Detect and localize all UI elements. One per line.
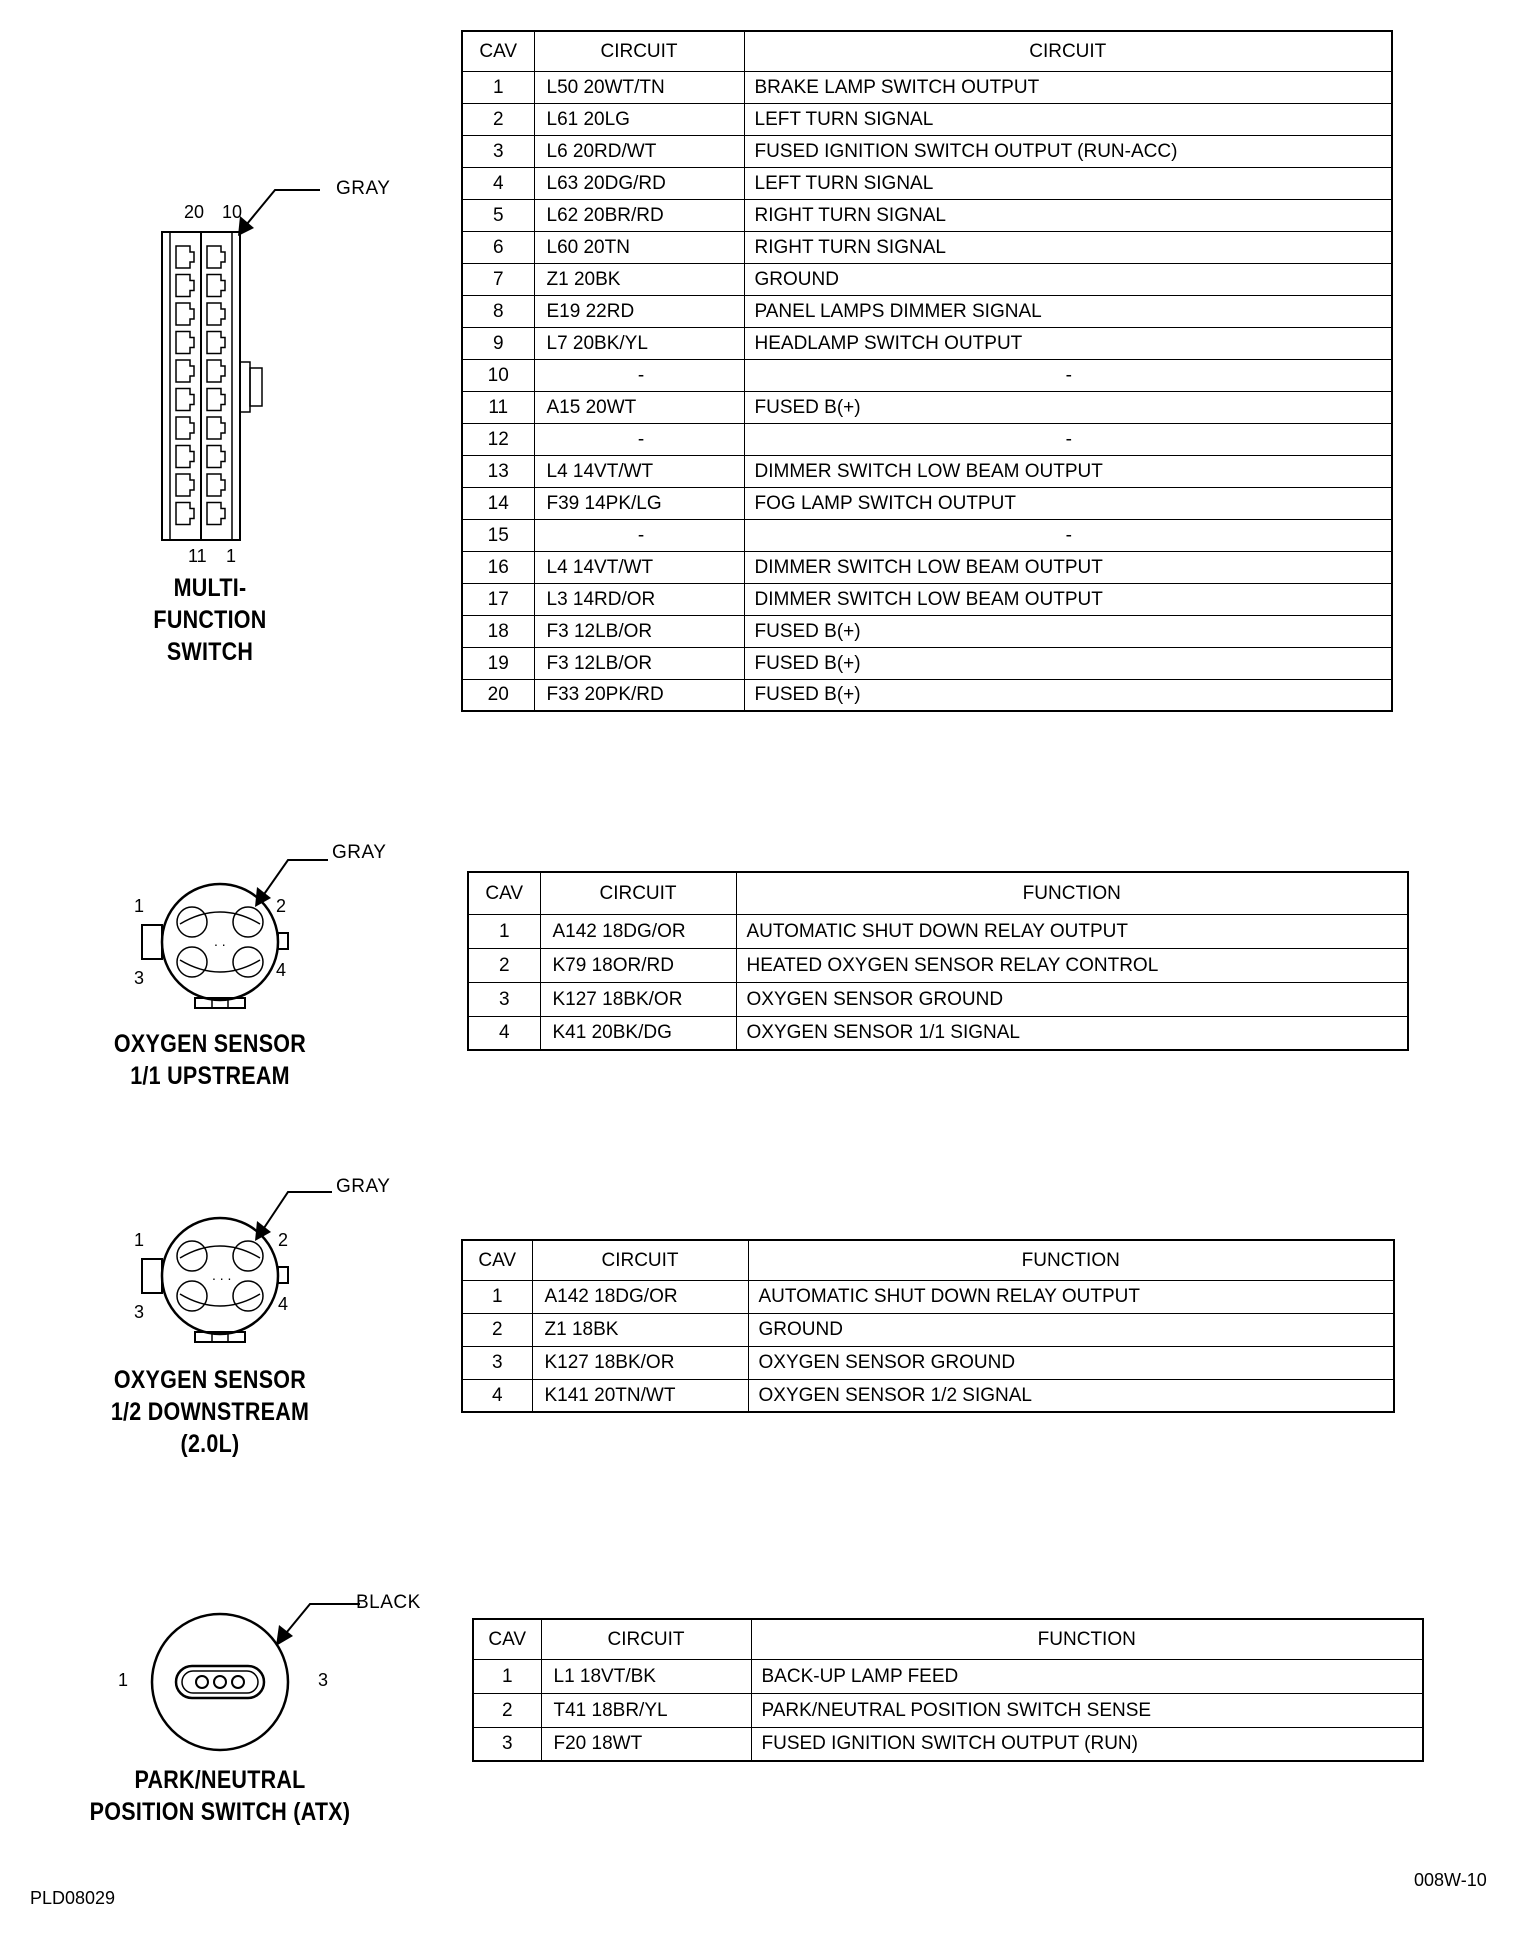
- caption-line: 1/1 UPSTREAM: [130, 1062, 290, 1090]
- function-cell: AUTOMATIC SHUT DOWN RELAY OUTPUT: [736, 914, 1408, 948]
- multi-function-connector-drawing: [150, 170, 400, 550]
- pin-cavity: [176, 303, 194, 325]
- header-function: FUNCTION: [748, 1240, 1394, 1280]
- function-cell: BRAKE LAMP SWITCH OUTPUT: [744, 71, 1392, 103]
- connector-caption: [124, 572, 296, 668]
- function-cell: -: [744, 519, 1392, 551]
- circuit-cell: E19 22RD: [534, 295, 744, 327]
- table-row: [462, 1379, 1394, 1412]
- cav-cell: 2: [462, 103, 534, 135]
- pin-label-1: 1: [134, 896, 145, 916]
- table-row: [462, 519, 1392, 551]
- pin-cavity: [176, 474, 194, 496]
- cav-cell: 4: [468, 1016, 540, 1050]
- circuit-cell: F33 20PK/RD: [534, 679, 744, 711]
- pin-label-4: 4: [278, 1294, 289, 1314]
- function-cell: DIMMER SWITCH LOW BEAM OUTPUT: [744, 551, 1392, 583]
- table-row: [462, 359, 1392, 391]
- pin-cavity: [176, 389, 194, 411]
- table-row: [462, 615, 1392, 647]
- circuit-cell: A142 18DG/OR: [532, 1280, 748, 1313]
- header-circuit: CIRCUIT: [532, 1240, 748, 1280]
- caption-line: 1/2 DOWNSTREAM: [110, 1398, 310, 1426]
- circuit-cell: L50 20WT/TN: [534, 71, 744, 103]
- pinout-table: [461, 30, 1393, 712]
- pin-cavity: [176, 417, 194, 439]
- circuit-cell: F3 12LB/OR: [534, 647, 744, 679]
- pin-cavity: [176, 246, 194, 268]
- function-cell: -: [744, 423, 1392, 455]
- cav-cell: 4: [462, 167, 534, 199]
- function-cell: GROUND: [744, 263, 1392, 295]
- cav-cell: 9: [462, 327, 534, 359]
- function-cell: DIMMER SWITCH LOW BEAM OUTPUT: [744, 455, 1392, 487]
- table-row: [462, 263, 1392, 295]
- header-function: FUNCTION: [751, 1619, 1423, 1659]
- function-cell: FUSED B(+): [744, 615, 1392, 647]
- table-row: [462, 199, 1392, 231]
- function-cell: LEFT TURN SIGNAL: [744, 167, 1392, 199]
- pin-label-11: 11: [188, 546, 207, 566]
- function-cell: HEADLAMP SWITCH OUTPUT: [744, 327, 1392, 359]
- cav-cell: 3: [473, 1727, 541, 1761]
- function-cell: FOG LAMP SWITCH OUTPUT: [744, 487, 1392, 519]
- pin-label-2: 2: [278, 1230, 289, 1250]
- function-cell: RIGHT TURN SIGNAL: [744, 199, 1392, 231]
- connector-color-label: GRAY: [332, 842, 387, 863]
- table-row: [462, 231, 1392, 263]
- table-row: [462, 487, 1392, 519]
- circuit-cell: L7 20BK/YL: [534, 327, 744, 359]
- circuit-cell: L1 18VT/BK: [541, 1659, 751, 1693]
- cav-cell: 1: [473, 1659, 541, 1693]
- table-row: [473, 1693, 1423, 1727]
- pin-cavity: [207, 503, 225, 525]
- function-cell: PANEL LAMPS DIMMER SIGNAL: [744, 295, 1392, 327]
- connector-caption: [98, 1364, 322, 1460]
- circuit-cell: F20 18WT: [541, 1727, 751, 1761]
- caption-line: SWITCH: [166, 638, 254, 666]
- table-row: [462, 391, 1392, 423]
- function-cell: LEFT TURN SIGNAL: [744, 103, 1392, 135]
- circuit-cell: A142 18DG/OR: [540, 914, 736, 948]
- pinout-table: [467, 871, 1409, 1051]
- table-row: [462, 327, 1392, 359]
- function-cell: FUSED B(+): [744, 391, 1392, 423]
- cav-cell: 2: [462, 1313, 532, 1346]
- svg-text:. . .: . . .: [212, 1267, 232, 1283]
- header-cav: CAV: [462, 1240, 532, 1280]
- pin-cavity: [207, 474, 225, 496]
- circuit-cell: F3 12LB/OR: [534, 615, 744, 647]
- table-row: [462, 1346, 1394, 1379]
- cav-cell: 5: [462, 199, 534, 231]
- oxygen-sensor-upstream-diagram: [120, 840, 320, 1010]
- function-cell: BACK-UP LAMP FEED: [751, 1659, 1423, 1693]
- cav-cell: 8: [462, 295, 534, 327]
- circuit-cell: K127 18BK/OR: [540, 982, 736, 1016]
- pin-cavity: [207, 332, 225, 354]
- pinout-table: [461, 1239, 1395, 1413]
- cav-cell: 4: [462, 1379, 532, 1412]
- pin-cavity: [207, 417, 225, 439]
- park-neutral-switch-diagram: [110, 1590, 350, 1750]
- oxygen-sensor-connector-drawing: [120, 840, 320, 1010]
- pin-cavity: [176, 332, 194, 354]
- circuit-cell: L3 14RD/OR: [534, 583, 744, 615]
- circuit-cell: L6 20RD/WT: [534, 135, 744, 167]
- table-row: [462, 167, 1392, 199]
- oxygen-sensor-downstream-diagram: [120, 1172, 320, 1342]
- table-row: [462, 295, 1392, 327]
- cav-cell: 11: [462, 391, 534, 423]
- circuit-cell: L4 14VT/WT: [534, 551, 744, 583]
- table-row: [462, 647, 1392, 679]
- caption-line: PARK/NEUTRAL: [134, 1766, 306, 1794]
- table-row: [462, 1313, 1394, 1346]
- caption-line: FUNCTION: [153, 606, 267, 634]
- cav-cell: 19: [462, 647, 534, 679]
- multi-function-switch-diagram: [150, 170, 400, 566]
- cav-cell: 2: [473, 1693, 541, 1727]
- caption-line: OXYGEN SENSOR: [113, 1366, 307, 1394]
- caption-line: MULTI-: [173, 574, 247, 602]
- header-circuit: CIRCUIT: [541, 1619, 751, 1659]
- caption-line: POSITION SWITCH (ATX): [89, 1798, 351, 1826]
- function-cell: FUSED IGNITION SWITCH OUTPUT (RUN-ACC): [744, 135, 1392, 167]
- pin-label-2: 2: [276, 896, 287, 916]
- cav-cell: 17: [462, 583, 534, 615]
- header-cav: CAV: [462, 31, 534, 71]
- pin-label-1: 1: [118, 1670, 129, 1690]
- cav-cell: 16: [462, 551, 534, 583]
- table-row: [462, 103, 1392, 135]
- circuit-cell: K127 18BK/OR: [532, 1346, 748, 1379]
- svg-text:. .: . .: [214, 933, 226, 949]
- circuit-cell: L61 20LG: [534, 103, 744, 135]
- table-row: [462, 1280, 1394, 1313]
- cav-cell: 14: [462, 487, 534, 519]
- header-circuit: CIRCUIT: [540, 872, 736, 914]
- footer-figure-id: PLD08029: [30, 1888, 116, 1908]
- cav-cell: 10: [462, 359, 534, 391]
- pin-cavity: [176, 275, 194, 297]
- circuit-cell: K41 20BK/DG: [540, 1016, 736, 1050]
- header-function: FUNCTION: [736, 872, 1408, 914]
- circuit-cell: L4 14VT/WT: [534, 455, 744, 487]
- table-row: [468, 1016, 1408, 1050]
- pinout-table: [472, 1618, 1424, 1762]
- pin-label-3: 3: [134, 968, 145, 988]
- function-cell: FUSED B(+): [744, 647, 1392, 679]
- cav-cell: 1: [468, 914, 540, 948]
- pin-label-1: 1: [226, 546, 237, 566]
- cav-cell: 18: [462, 615, 534, 647]
- circuit-cell: -: [534, 423, 744, 455]
- cav-cell: 3: [468, 982, 540, 1016]
- header-cav: CAV: [468, 872, 540, 914]
- table-row: [468, 982, 1408, 1016]
- cav-cell: 3: [462, 1346, 532, 1379]
- pin-cavity: [207, 360, 225, 382]
- cav-cell: 13: [462, 455, 534, 487]
- caption-line: OXYGEN SENSOR: [113, 1030, 307, 1058]
- table-row: [473, 1727, 1423, 1761]
- circuit-cell: L63 20DG/RD: [534, 167, 744, 199]
- circuit-cell: K79 18OR/RD: [540, 948, 736, 982]
- cav-cell: 7: [462, 263, 534, 295]
- cav-cell: 15: [462, 519, 534, 551]
- function-cell: -: [744, 359, 1392, 391]
- park-neutral-connector-drawing: [110, 1590, 350, 1750]
- function-cell: HEATED OXYGEN SENSOR RELAY CONTROL: [736, 948, 1408, 982]
- function-cell: DIMMER SWITCH LOW BEAM OUTPUT: [744, 583, 1392, 615]
- function-cell: OXYGEN SENSOR 1/1 SIGNAL: [736, 1016, 1408, 1050]
- circuit-cell: Z1 18BK: [532, 1313, 748, 1346]
- pin-label-1: 1: [134, 1230, 145, 1250]
- header-circuit: CIRCUIT: [534, 31, 744, 71]
- table-row: [462, 135, 1392, 167]
- header-cav: CAV: [473, 1619, 541, 1659]
- circuit-cell: F39 14PK/LG: [534, 487, 744, 519]
- function-cell: GROUND: [748, 1313, 1394, 1346]
- cav-cell: 6: [462, 231, 534, 263]
- circuit-cell: -: [534, 359, 744, 391]
- pin-cavity: [207, 389, 225, 411]
- function-cell: PARK/NEUTRAL POSITION SWITCH SENSE: [751, 1693, 1423, 1727]
- pin-label-10: 10: [222, 202, 243, 222]
- cav-cell: 1: [462, 71, 534, 103]
- circuit-cell: A15 20WT: [534, 391, 744, 423]
- function-cell: OXYGEN SENSOR GROUND: [748, 1346, 1394, 1379]
- circuit-cell: K141 20TN/WT: [532, 1379, 748, 1412]
- header-function: CIRCUIT: [744, 31, 1392, 71]
- table-row: [462, 551, 1392, 583]
- caption-line: (2.0L): [180, 1430, 240, 1458]
- table-row: [462, 583, 1392, 615]
- circuit-cell: L60 20TN: [534, 231, 744, 263]
- pin-cavity: [207, 303, 225, 325]
- table-row: [462, 455, 1392, 487]
- cav-cell: 2: [468, 948, 540, 982]
- circuit-cell: L62 20BR/RD: [534, 199, 744, 231]
- circuit-cell: -: [534, 519, 744, 551]
- pin-label-20: 20: [184, 202, 205, 222]
- cav-cell: 1: [462, 1280, 532, 1313]
- circuit-cell: T41 18BR/YL: [541, 1693, 751, 1727]
- connector-caption: [98, 1028, 322, 1092]
- pin-cavity: [176, 360, 194, 382]
- pin-label-4: 4: [276, 960, 287, 980]
- function-cell: OXYGEN SENSOR 1/2 SIGNAL: [748, 1379, 1394, 1412]
- pin-cavity: [207, 246, 225, 268]
- pin-label-3: 3: [318, 1670, 329, 1690]
- cav-cell: 12: [462, 423, 534, 455]
- table-row: [462, 71, 1392, 103]
- table-row: [468, 948, 1408, 982]
- connector-color-label: GRAY: [336, 178, 391, 199]
- function-cell: AUTOMATIC SHUT DOWN RELAY OUTPUT: [748, 1280, 1394, 1313]
- pin-cavity: [176, 446, 194, 468]
- connector-caption: [65, 1764, 375, 1828]
- pin-label-3: 3: [134, 1302, 145, 1322]
- oxygen-sensor-connector-drawing: [120, 1172, 320, 1342]
- cav-cell: 20: [462, 679, 534, 711]
- function-cell: FUSED B(+): [744, 679, 1392, 711]
- pin-cavity: [207, 446, 225, 468]
- footer-page-id: 008W-10: [1414, 1870, 1487, 1890]
- cav-cell: 3: [462, 135, 534, 167]
- circuit-cell: Z1 20BK: [534, 263, 744, 295]
- function-cell: FUSED IGNITION SWITCH OUTPUT (RUN): [751, 1727, 1423, 1761]
- connector-color-label: BLACK: [356, 1592, 421, 1613]
- table-row: [473, 1659, 1423, 1693]
- function-cell: OXYGEN SENSOR GROUND: [736, 982, 1408, 1016]
- table-row: [462, 423, 1392, 455]
- table-row: [468, 914, 1408, 948]
- connector-color-label: GRAY: [336, 1176, 391, 1197]
- pin-cavity: [207, 275, 225, 297]
- table-row: [462, 679, 1392, 711]
- function-cell: RIGHT TURN SIGNAL: [744, 231, 1392, 263]
- pin-cavity: [176, 503, 194, 525]
